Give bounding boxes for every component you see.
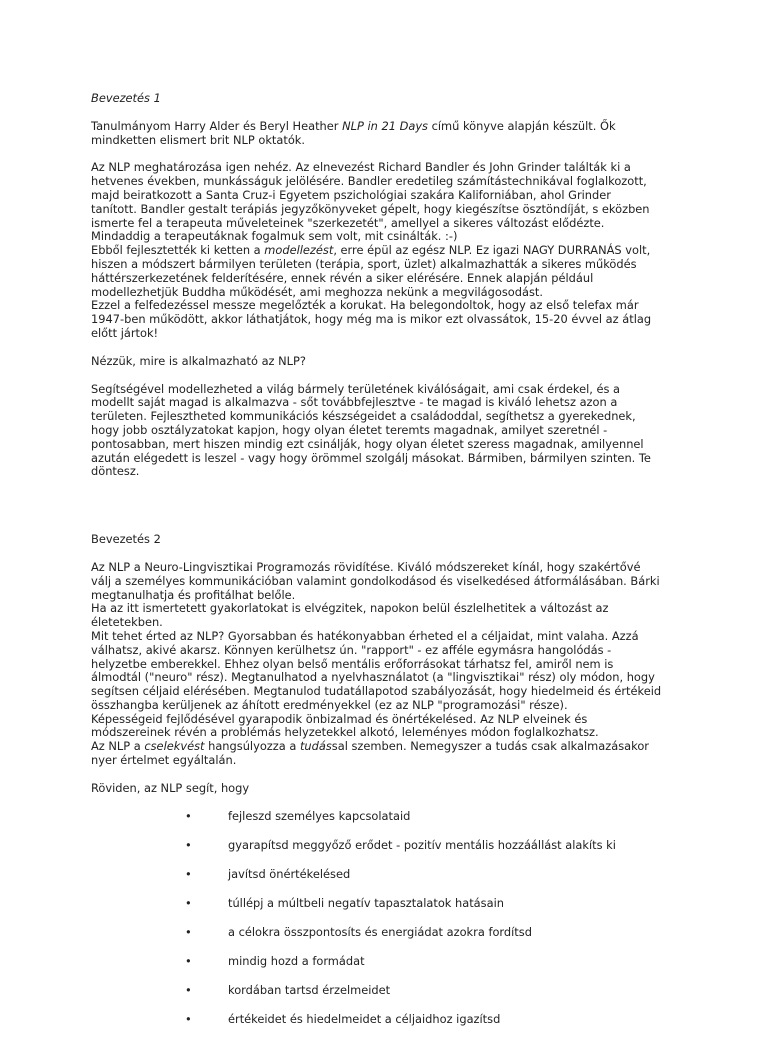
list-item xyxy=(91,984,691,1013)
text-line: háttérszerkezetének felderítésére, ennek révén a siker elérésére. Ennek alapján például xyxy=(91,270,594,285)
bullet-icon: • xyxy=(185,982,192,997)
list-item xyxy=(91,839,691,868)
section-heading-1: Bevezetés 1 xyxy=(91,91,161,105)
text-line: területen. Fejlesztheted kommunikációs készségeidet a családoddal, segíthetsz a gyerekednek, xyxy=(91,409,636,424)
list-item-text: mindig hozd a formádat xyxy=(228,953,365,968)
application-paragraph xyxy=(91,383,691,480)
text-line: életetekben. xyxy=(91,615,163,630)
text-line: nyer értelmet egyáltalán. xyxy=(91,753,237,768)
list-item-text: a célokra összpontosíts és energiádat azokra fordítsd xyxy=(228,924,532,939)
text-line: megtanulhatja és profitálhat belőle. xyxy=(91,587,296,602)
text-line: válj a személyes kommunikációban valamint gondolkodásod és viselkedésed átformálásában. Bárki xyxy=(91,573,660,588)
text-line: ismerte fel a terapeuta műveleteinek "szerkezetét", amellyel a sikeres változást elődézte. xyxy=(91,215,605,230)
text-line: azután elégedett is leszel - vagy hogy örömmel szolgálj másokat. Bármiben, bármilyen szinten. Te xyxy=(91,450,651,465)
intro-paragraph xyxy=(91,120,691,148)
text-line: Ha az itt ismertetett gyakorlatokat is elvégzitek, napokon belül észlelhetitek a változást az xyxy=(91,601,609,616)
text-line: pontosabban, mert hiszen mindig ezt csinálják, hogy olyan életet szeress magadnak, amilyennel xyxy=(91,436,644,451)
emphasis-tudas: tudás xyxy=(299,739,332,754)
text-line: helyzetbe emberekkel. Ehhez olyan belső mentális erőforrásokat tárhatsz fel, amiről nem is xyxy=(91,656,614,671)
bullet-icon: • xyxy=(185,837,192,852)
intro-text-end: című könyve alapján készült. Ők xyxy=(428,118,616,133)
text-line: Az NLP a Neuro-Lingvisztikai Programozás rövidítése. Kiváló módszereket kínál, hogy szakértővé xyxy=(91,559,641,574)
list-item-text: gyarapítsd meggyőző erődet - pozitív mentális hozzáállást alakíts ki xyxy=(228,837,616,852)
text-line: hiszen a módszert bármilyen területen (terápia, sport, üzlet) alkalmazhatták a sikeres működés xyxy=(91,256,637,271)
text-line-cselekves xyxy=(91,740,691,754)
text-line: Segítségével modellezheted a világ bármely területének kiválóságait, ami csak érdekel, és a xyxy=(91,381,621,396)
intro-line-1 xyxy=(91,120,691,134)
text-line-modellezes xyxy=(91,244,691,258)
bullet-icon: • xyxy=(185,895,192,910)
text-line: Mindaddig a terapeutáknak fogalmuk sem volt, mit csinálták. :-) xyxy=(91,229,458,244)
list-item xyxy=(91,955,691,984)
text-segment: hangsúlyozza a xyxy=(204,739,300,754)
question-line: Nézzük, mire is alkalmazható az NLP? xyxy=(91,353,306,368)
bullet-icon: • xyxy=(185,924,192,939)
list-item xyxy=(91,1013,691,1042)
text-line: segítsen céljaid elérésében. Megtanulod tudatállapotod szabályozását, hogy hiedelmeid és értékeid xyxy=(91,684,662,699)
text-line: hetvenes években, munkásságuk jelölésére. Bandler eredetileg számítástechnikával foglalkozott, xyxy=(91,174,647,189)
bullet-icon: • xyxy=(185,1011,192,1026)
list-item-text: kordában tartsd érzelmeidet xyxy=(228,982,391,997)
text-line: modellt saját magad is alkalmazva - sőt továbbfejlesztve - te magad is kiváló lehetsz azon a xyxy=(91,395,618,410)
list-item-text: javítsd önértékelésed xyxy=(228,866,351,881)
list-item-text: túllépj a múltbeli negatív tapasztalatok hatásain xyxy=(228,895,504,910)
definition-paragraph xyxy=(91,161,691,340)
text-line: válhatsz, akivé akarsz. Könnyen kerülhetsz ún. "rapport" - ez afféle egymásra hangolódás - xyxy=(91,642,612,657)
bullet-icon: • xyxy=(185,953,192,968)
section-heading-2: Bevezetés 2 xyxy=(91,532,161,547)
text-line: Ezzel a felfedezéssel messze megelőzték a korukat. Ha belegondoltok, hogy az első telefax már xyxy=(91,298,639,313)
text-segment: sal szemben. Nemegyszer a tudás csak alkalmazásakor xyxy=(331,739,649,754)
list-item xyxy=(91,897,691,926)
text-line: hogy jobb osztályzatokat kapjon, hogy olyan életet teremts magadnak, amilyet szeretnél - xyxy=(91,422,608,437)
bullet-icon: • xyxy=(185,866,192,881)
bullet-icon: • xyxy=(185,808,192,823)
section-spacer xyxy=(91,493,691,533)
text-line: előtt jártok! xyxy=(91,325,159,340)
text-segment: , erre épül az egész NLP. Ez igazi NAGY DURRANÁS volt, xyxy=(333,243,651,258)
text-segment: Az NLP a xyxy=(91,739,145,754)
document-page xyxy=(91,92,691,1042)
text-line: módszereinek révén a problémás helyzetekkel alkotó, leleményes módon foglalkozhatsz. xyxy=(91,725,599,740)
emphasis-modellezest: modellezést xyxy=(264,243,334,258)
text-line: 1947-ben működött, akkor láthatjátok, hogy még ma is mikor ezt olvassátok, 15-20 évvel az átlag xyxy=(91,312,652,327)
roviden-line: Röviden, az NLP segít, hogy xyxy=(91,780,250,795)
emphasis-cselekvest: cselekvést xyxy=(144,739,205,754)
text-segment: Ebből fejlesztették ki ketten a xyxy=(91,243,265,258)
list-item xyxy=(91,926,691,955)
list-item xyxy=(91,810,691,839)
nlp-paragraph xyxy=(91,561,691,768)
list-item xyxy=(91,868,691,897)
text-line: összhangba kerüljenek az áhított eredményekkel (ez az NLP "programozási" része). xyxy=(91,697,568,712)
list-item-text: értékeidet és hiedelmeidet a céljaidhoz igazítsd xyxy=(228,1011,501,1026)
text-line: Képességeid fejlődésével gyarapodik önbizalmad és önértékelésed. Az NLP elveinek és xyxy=(91,711,588,726)
book-title: NLP in 21 Days xyxy=(342,118,428,133)
list-item-text: fejleszd személyes kapcsolataid xyxy=(228,808,411,823)
text-line: döntesz. xyxy=(91,464,140,479)
intro-line-2: mindketten elismert brit NLP oktatók. xyxy=(91,132,306,147)
text-line: Mit tehet érted az NLP? Gyorsabban és hatékonyabban érheted el a céljaidat, mint valaha. Azzá xyxy=(91,628,639,643)
intro-text: Tanulmányom Harry Alder és Beryl Heather xyxy=(91,118,343,133)
text-line: Az NLP meghatározása igen nehéz. Az elnevezést Richard Bandler és John Grinder találták ki a xyxy=(91,160,631,175)
text-line: modellezhetjük Buddha működését, ami meghozza nekünk a megvilágosodást. xyxy=(91,284,543,299)
benefit-list xyxy=(91,810,691,1042)
text-line: álmodtál ("neuro" rész). Megtanulhatod a nyelvhasználatot (a "lingvisztikai" rész) oly módon, hogy xyxy=(91,670,655,685)
text-line: majd beiratkozott a Santa Cruz-i Egyetem pszichológiai szakára Kaliforniában, ahol Grinder xyxy=(91,187,611,202)
text-line: tanított. Bandler gestalt terápiás jegyzőkönyveket gépelt, hogy kiegészítse ösztöndíját, s eközben xyxy=(91,201,650,216)
